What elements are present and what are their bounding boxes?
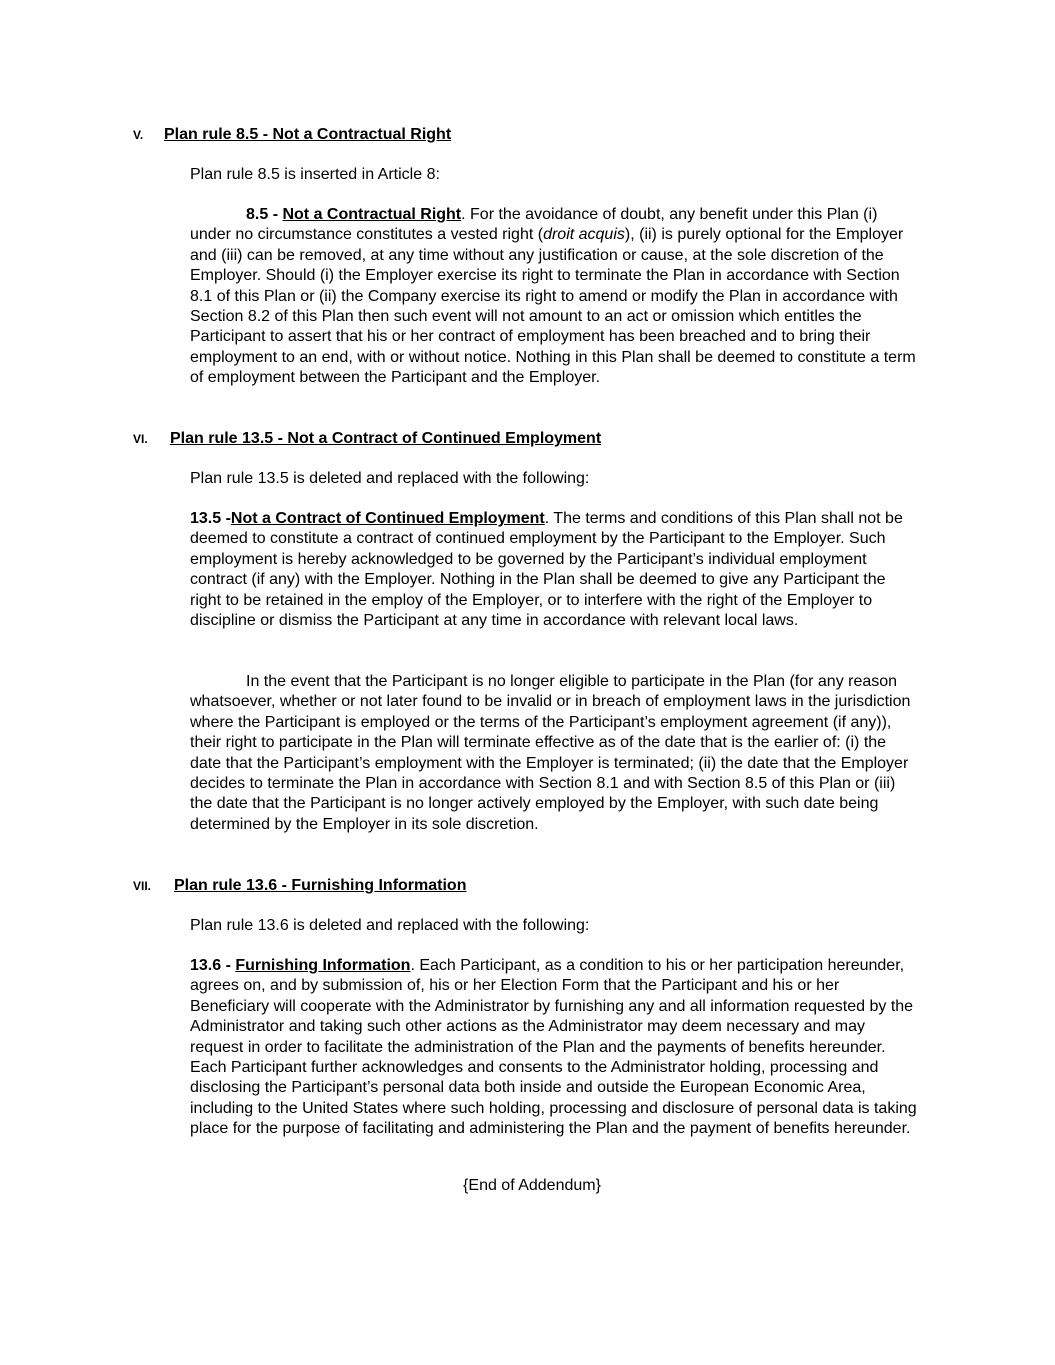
section-v-number: V. [133, 128, 144, 142]
rule-8-5-title: Not a Contractual Right [282, 206, 462, 223]
section-vi-paragraph-1 [190, 509, 920, 631]
rule-8-5-number: 8.5 - [246, 206, 283, 223]
rule-13-6-lead [190, 957, 410, 974]
section-vi-paragraph-2: In the event that the Participant is no longer eligible to participate in the Plan (for any reason whatsoever, whether or not later found to be invalid or in breach of employment laws in the jurisdiction where the Participant is employed or the terms of the Participant’s employment agreement (if any)), their right to participate in the Plan will terminate effective as of the date that is the earlier of: (i) the date that the Participant’s employment with the Employer is terminated; (ii) the date that the Employer decides to terminate the Plan in accordance with Section 8.1 and with Section 8.5 of this Plan or (iii) the date that the Participant is no longer actively employed by the Employer, with such date being determined by the Employer in its sole discretion. [190, 673, 911, 833]
section-vii-paragraph [190, 956, 920, 1140]
rule-13-6-title: Furnishing Information [235, 957, 411, 974]
rule-8-5-lead [246, 206, 461, 223]
section-vi-title: Plan rule 13.5 - Not a Contract of Continued Employment [170, 430, 602, 447]
section-vii-number: VII. [133, 879, 152, 893]
rule-13-5-title: Not a Contract of Continued Employment [230, 510, 545, 527]
section-vi-intro: Plan rule 13.5 is deleted and replaced with the following: [190, 470, 590, 487]
rule-13-6-number: 13.6 - [190, 957, 236, 974]
rule-13-5-number: 13.5 - [190, 510, 231, 527]
section-vii-intro: Plan rule 13.6 is deleted and replaced with the following: [190, 917, 590, 934]
rule-13-5-lead [190, 510, 545, 527]
section-v-heading [133, 125, 451, 145]
section-vii-heading [133, 876, 466, 896]
section-vi-heading [133, 429, 601, 449]
rule-8-5-text-a: . For the avoidance of doubt, any benefit under this Plan (i) under no circumstance constitutes a vested right ( [190, 206, 878, 244]
rule-8-5-italic-term: droit acquis [543, 226, 625, 244]
rule-13-6-text: . Each Participant, as a condition to his or her participation hereunder, agrees on, and by submission of, his or her Election Form that the Participant and his or her Beneficiary will cooperate with the Administrator by furnishing any and all information requested by the Administrator and taking such other actions as the Administrator may deem necessary and may request in order to facilitate the administration of the Plan and the payments of benefits hereunder. Each Participant further acknowledges and consents to the Administrator holding, processing and disclosing the Participant’s personal data both inside and outside the European Economic Area, including to the United States where such holding, processing and disclosure of personal data is taking place for the purpose of facilitating and administering the Plan and the payment of benefits hereunder. [190, 957, 917, 1138]
rule-13-5-text: . The terms and conditions of this Plan shall not be deemed to constitute a contract of continued employment by the Participant to the Employer. Such employment is hereby acknowledged to be governed by the Participant’s individual employment contract (if any) with the Employer. Nothing in the Plan shall be deemed to give any Participant the right to be retained in the employ of the Employer, or to interfere with the right of the Employer to discipline or dismiss the Participant at any time in accordance with relevant local laws. [190, 510, 903, 630]
section-v-intro: Plan rule 8.5 is inserted in Article 8: [190, 166, 440, 183]
section-v-paragraph [190, 205, 920, 389]
rule-8-5-text-b: ), (ii) is purely optional for the Employer and (iii) can be removed, at any time without any justification or cause, at the sole discretion of the Employer. Should (i) the Employer exercise its right to terminate the Plan in accordance with Section 8.1 of this Plan or (ii) the Company exercise its right to amend or modify the Plan in accordance with Section 8.2 of this Plan then such event will not amount to an act or omission which entitles the Participant to assert that his or her contract of employment has been breached and to bring their employment to an end, with or without notice. Nothing in this Plan shall be deemed to constitute a term of employment between the Participant and the Employer. [190, 226, 916, 387]
section-vii-title: Plan rule 13.6 - Furnishing Information [174, 877, 467, 894]
section-v-title: Plan rule 8.5 - Not a Contractual Right [164, 126, 452, 143]
end-of-addendum: {End of Addendum} [463, 1177, 601, 1194]
section-vi-number: VI. [133, 432, 148, 446]
